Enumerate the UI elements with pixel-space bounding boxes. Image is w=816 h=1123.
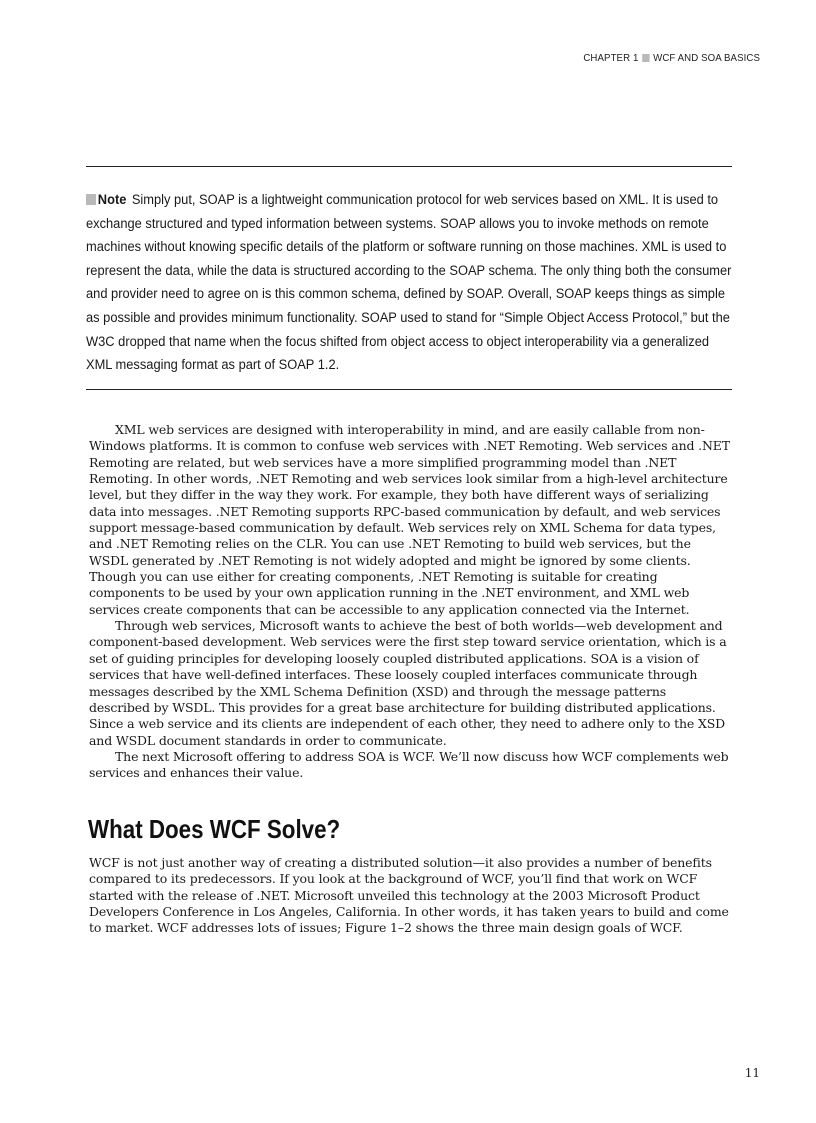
chapter-title: WCF AND SOA BASICS — [653, 52, 760, 64]
note-marker-icon — [86, 194, 96, 205]
running-header — [583, 52, 760, 64]
body-text-block — [89, 422, 730, 782]
note-label: Note — [97, 192, 127, 208]
paragraph: The next Microsoft offering to address SOA is WCF. We’ll now discuss how WCF complements web services and enhances their value. — [89, 748, 729, 781]
header-separator-icon — [642, 54, 649, 62]
note-text-block — [86, 189, 732, 378]
section-body-text — [89, 855, 730, 937]
paragraph: WCF is not just another way of creating a distributed solution—it also provides a number of benefits compared to its predecessors. If you look at the background of WCF, you’ll find that work on WCF started with the release of .NET. Microsoft unveiled this technology at the 2003 Microsoft Product Developers Conference in Los Angeles, California. In other words, it has taken years to build and come to market. WCF addresses lots of issues; Figure 1–2 shows the three main design goals of WCF. — [89, 855, 729, 936]
note-body: Simply put, SOAP is a lightweight communication protocol for web services based on XML. It is used to exchange structured and typed information between systems. SOAP allows you to invoke methods on remote machines without knowing specific details of the platform or software running on those machines. XML is used to represent the data, while the data is structured according to the SOAP schema. The only thing both the consumer and provider need to agree on is this common schema, defined by SOAP. Overall, SOAP keeps things as simple as possible and provides minimum functionality. SOAP used to stand for “Simple Object Access Protocol,” but the W3C dropped that name when the focus shifted from object access to object interoperability via a generalized XML messaging format as part of SOAP 1.2. — [86, 192, 732, 374]
paragraph: XML web services are designed with interoperability in mind, and are easily callable from non-Windows platforms. It is common to confuse web services with .NET Remoting. Web services and .NET Remoting are related, but web services have a more simplified programming model than .NET Remoting. In other words, .NET Remoting and web services look similar from a high-level architecture level, but they differ in the way they work. For example, they both have different ways of serializing data into messages. .NET Remoting supports RPC-based communication by default, and web services support message-based communication by default. Web services rely on XML Schema for data types, and .NET Remoting relies on the CLR. You can use .NET Remoting to build web services, but the WSDL generated by .NET Remoting is not widely adopted and might be ignored by some clients. Though you can use either for creating components, .NET Remoting is suitable for creating components to be used by your own application running in the .NET environment, and XML web services create components that can be accessible to any application connected via the Internet. — [89, 422, 730, 617]
page-number: 11 — [744, 1066, 760, 1080]
section-heading: What Does WCF Solve? — [88, 814, 341, 844]
note-box — [86, 166, 732, 390]
paragraph: Through web services, Microsoft wants to achieve the best of both worlds—web development and component-based development. Web services were the first step toward service orientation, which is a set of guiding principles for developing loosely coupled distributed applications. SOA is a vision of services that have well-defined interfaces. These loosely coupled interfaces communicate through messages described by the XML Schema Definition (XSD) and through the message patterns described by WSDL. This provides for a great base architecture for building distributed applications. Since a web service and its clients are independent of each other, they need to adhere only to the XSD and WSDL document standards in order to communicate. — [89, 618, 727, 748]
chapter-number: CHAPTER 1 — [583, 52, 639, 64]
